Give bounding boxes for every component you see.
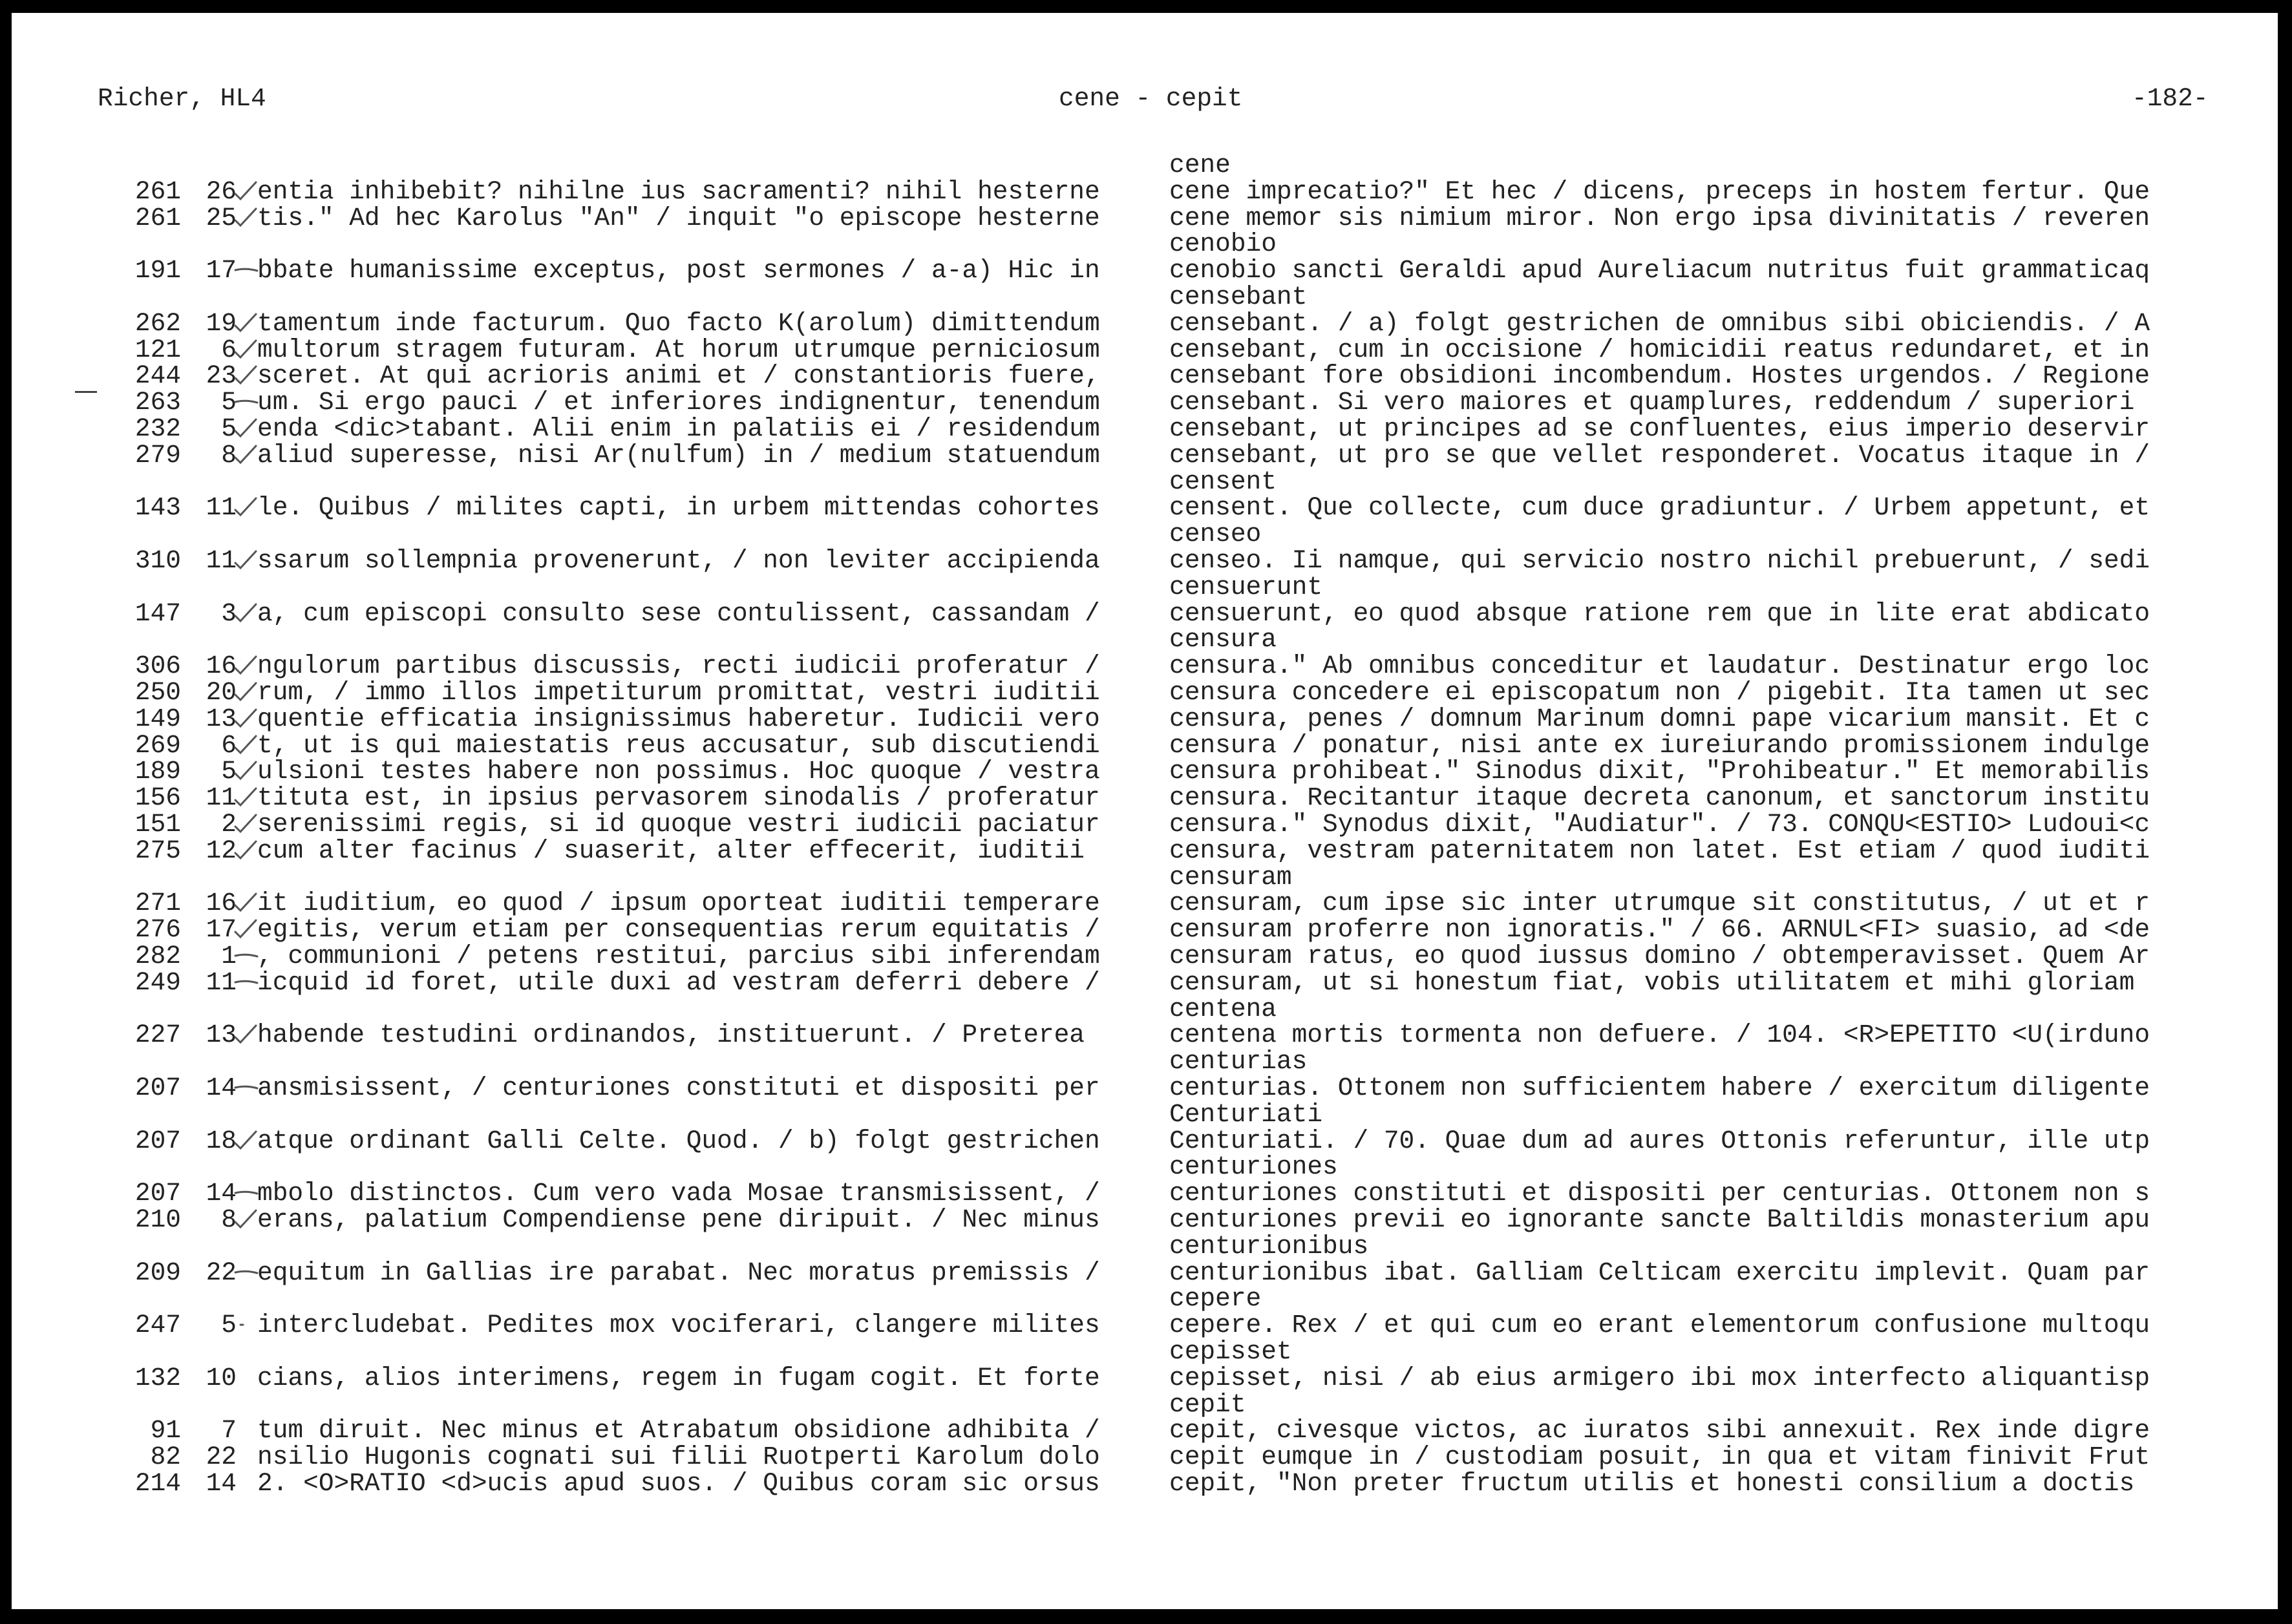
keyword-context: censura concedere ei episcopatum non / pigebit. Ita tamen ut sec [1169, 678, 2150, 707]
line-number: 2 [221, 810, 237, 839]
keyword-heading: cene [1169, 151, 1231, 180]
concordance-entry [12, 943, 2278, 970]
left-context: tituta est, in ipsius pervasorem sinodalis / proferatur [257, 783, 1100, 813]
line-number: 22 [206, 1442, 237, 1472]
concordance-entry [12, 205, 2278, 232]
chapter-number: 227 [134, 1020, 181, 1050]
keyword-context: censebant. Si vero maiores et quamplures, reddendum / superiori [1169, 388, 2135, 417]
keyword-context: centena mortis tormenta non defuere. / 104. <R>EPETITO <U(irduno [1169, 1020, 2150, 1050]
keyword-heading: centena [1169, 994, 1277, 1024]
concordance-entry [12, 337, 2278, 364]
keyword-context: censuram proferre non ignoratis." / 66. ARNUL<FI> suasio, ad <de [1169, 915, 2150, 945]
line-number: 12 [206, 836, 237, 865]
keyword-context: centuriones previi eo ignorante sancte Baltildis monasterium apu [1169, 1205, 2150, 1234]
chapter-number: 232 [134, 414, 181, 443]
header-page-number: -182- [2132, 84, 2209, 113]
chapter-number: 151 [134, 810, 181, 839]
keyword-heading: cenobio [1169, 229, 1277, 259]
chapter-number: 156 [134, 783, 181, 813]
concordance-entry [12, 679, 2278, 706]
left-context: bbate humanissime exceptus, post sermones / a-a) Hic in [257, 256, 1100, 286]
chapter-number: 276 [134, 915, 181, 945]
concordance-entry [12, 1444, 2278, 1471]
concordance-entry [12, 1260, 2278, 1287]
keyword-context: censent. Que collecte, cum duce gradiuntur. / Urbem appetunt, et [1169, 493, 2150, 523]
chapter-number: 282 [134, 942, 181, 971]
keyword-heading-line [12, 231, 2278, 258]
keyword-heading-line [12, 1285, 2278, 1313]
left-context: um. Si ergo pauci / et inferiores indignentur, tenendum [257, 388, 1100, 417]
left-context: ssarum sollempnia provenerunt, / non leviter accipienda [257, 546, 1100, 575]
line-number: 14 [206, 1179, 237, 1208]
concordance-entry [12, 1128, 2278, 1155]
left-context: nsilio Hugonis cognati sui filii Ruotperti Karolum dolo [257, 1442, 1100, 1472]
left-context: rum, / immo illos impetiturum promittat, vestri iuditii [257, 678, 1100, 707]
concordance-list [12, 13, 2278, 1609]
keyword-heading: censeo [1169, 520, 1262, 549]
line-number: 11 [206, 493, 237, 523]
concordance-entry [12, 1312, 2278, 1339]
left-context: serenissimi regis, si id quoque vestri iudicii paciatur [257, 810, 1100, 839]
keyword-heading: cepere [1169, 1284, 1262, 1314]
chapter-number: 249 [134, 967, 181, 997]
left-context: icquid id foret, utile duxi ad vestram deferri debere / [257, 967, 1100, 997]
line-number: 5 [221, 757, 237, 786]
keyword-context: censuram ratus, eo quod iussus domino / obtemperavisset. Quem Ar [1169, 942, 2150, 971]
chapter-number: 263 [134, 388, 181, 417]
concordance-entry [12, 416, 2278, 443]
keyword-heading-line [12, 152, 2278, 179]
concordance-entry [12, 363, 2278, 390]
concordance-entry [12, 1022, 2278, 1049]
line-number: 7 [221, 1416, 237, 1446]
chapter-number: 82 [150, 1442, 181, 1472]
keyword-context: censebant, ut pro se que vellet responderet. Vocatus itaque in / [1169, 440, 2150, 470]
keyword-context: censura." Synodus dixit, "Audiatur". / 73. CONQU<ESTIO> Ludoui<c [1169, 810, 2150, 839]
chapter-number: 147 [134, 598, 181, 628]
chapter-number: 306 [134, 651, 181, 681]
keyword-context: censebant. / a) folgt gestrichen de omnibus sibi obiciendis. / A [1169, 308, 2150, 338]
chapter-number: 269 [134, 730, 181, 760]
keyword-context: Centuriati. / 70. Quae dum ad aures Ottonis referuntur, ille utp [1169, 1126, 2150, 1155]
line-number: 8 [221, 1205, 237, 1234]
chapter-number: 91 [150, 1416, 181, 1446]
left-context: , communioni / petens restitui, parcius sibi inferendam [257, 942, 1100, 971]
line-number: 19 [206, 308, 237, 338]
concordance-entry [12, 1365, 2278, 1392]
chapter-number: 275 [134, 836, 181, 865]
header-source: Richer, HL4 [98, 84, 266, 113]
keyword-context: centurionibus ibat. Galliam Celticam exercitu implevit. Quam par [1169, 1258, 2150, 1287]
line-number: 11 [206, 783, 237, 813]
concordance-entry [12, 1180, 2278, 1207]
line-number: 14 [206, 1073, 237, 1102]
concordance-entry [12, 1075, 2278, 1102]
keyword-heading-line [12, 1101, 2278, 1128]
keyword-context: censura." Ab omnibus conceditur et laudatur. Destinatur ergo loc [1169, 651, 2150, 681]
left-context: habende testudini ordinandos, instituerunt. / Preterea [257, 1020, 1085, 1050]
left-context: cum alter facinus / suaserit, alter effecerit, iuditii [257, 836, 1085, 865]
left-context: 2. <O>RATIO <d>ucis apud suos. / Quibus coram sic orsus [257, 1469, 1100, 1498]
keyword-heading-line [12, 1338, 2278, 1366]
left-context: quentie efficatia insignissimus haberetur. Iudicii vero [257, 704, 1100, 733]
keyword-heading-line [12, 284, 2278, 311]
keyword-heading: centurionibus [1169, 1231, 1369, 1261]
concordance-entry [12, 838, 2278, 865]
keyword-context: cepit, civesque victos, ac iuratos sibi annexuit. Rex inde digre [1169, 1416, 2150, 1446]
keyword-heading: centurias [1169, 1047, 1308, 1077]
chapter-number: 271 [134, 889, 181, 918]
keyword-context: cepere. Rex / et qui cum eo erant elementorum confusione multoqu [1169, 1311, 2150, 1340]
line-number: 26 [206, 176, 237, 206]
left-context: egitis, verum etiam per consequentias rerum equitatis / [257, 915, 1100, 945]
chapter-number: 207 [134, 1179, 181, 1208]
line-number: 3 [221, 598, 237, 628]
concordance-entry [12, 785, 2278, 812]
left-context: ngulorum partibus discussis, recti iudicii proferatur / [257, 651, 1100, 681]
keyword-heading-line [12, 1048, 2278, 1075]
chapter-number: 191 [134, 256, 181, 286]
left-context: aliud superesse, nisi Ar(nulfum) in / medium statuendum [257, 440, 1100, 470]
left-context: multorum stragem futuram. At horum utrumque perniciosum [257, 335, 1100, 364]
chapter-number: 121 [134, 335, 181, 364]
chapter-number: 261 [134, 176, 181, 206]
chapter-number: 214 [134, 1469, 181, 1498]
keyword-context: censebant, ut principes ad se confluentes, eius imperio deservir [1169, 414, 2150, 443]
line-number: 11 [206, 546, 237, 575]
keyword-context: censeo. Ii namque, qui servicio nostro nichil prebuerunt, / sedi [1169, 546, 2150, 575]
left-context: atque ordinant Galli Celte. Quod. / b) folgt gestrichen [257, 1126, 1100, 1155]
chapter-number: 189 [134, 757, 181, 786]
line-number: 23 [206, 361, 237, 391]
chapter-number: 247 [134, 1311, 181, 1340]
line-number: 16 [206, 889, 237, 918]
keyword-context: censebant fore obsidioni incombendum. Hostes urgendos. / Regione [1169, 361, 2150, 391]
keyword-heading-line [12, 1233, 2278, 1260]
keyword-context: censura prohibeat." Sinodus dixit, "Prohibeatur." Et memorabilis [1169, 757, 2150, 786]
header-range: cene - cepit [1059, 84, 1243, 113]
left-context: tis." Ad hec Karolus "An" / inquit "o episcope hesterne [257, 203, 1100, 233]
keyword-heading-line [12, 1154, 2278, 1181]
left-context: it iuditium, eo quod / ipsum oporteat iuditii temperare [257, 889, 1100, 918]
left-context: erans, palatium Compendiense pene diripuit. / Nec minus [257, 1205, 1100, 1234]
line-number: 25 [206, 203, 237, 233]
line-number: 5 [221, 1311, 237, 1340]
keyword-context: censebant, cum in occisione / homicidii reatus redundaret, et in [1169, 335, 2150, 364]
keyword-heading-line [12, 521, 2278, 548]
keyword-heading-line [12, 996, 2278, 1023]
line-number: 17 [206, 256, 237, 286]
concordance-entry [12, 1417, 2278, 1444]
left-context: ulsioni testes habere non possimus. Hoc quoque / vestra [257, 757, 1100, 786]
line-number: 14 [206, 1469, 237, 1498]
chapter-number: 244 [134, 361, 181, 391]
left-context: cians, alios interimens, regem in fugam cogit. Et forte [257, 1363, 1100, 1393]
keyword-context: censura, vestram paternitatem non latet. Est etiam / quod iuditi [1169, 836, 2150, 865]
left-context: t, ut is qui maiestatis reus accusatur, sub discutiendi [257, 730, 1100, 760]
line-number: 22 [206, 1258, 237, 1287]
keyword-context: censuram, cum ipse sic inter utrumque sit constitutus, / ut et r [1169, 889, 2150, 918]
concordance-entry [12, 178, 2278, 206]
keyword-heading-line [12, 574, 2278, 601]
chapter-number: 143 [134, 493, 181, 523]
line-number: 5 [221, 414, 237, 443]
concordance-entry [12, 1470, 2278, 1497]
left-context: intercludebat. Pedites mox vociferari, clangere milites [257, 1311, 1100, 1340]
left-context: entia inhibebit? nihilne ius sacramenti? nihil hesterne [257, 176, 1100, 206]
line-number: 11 [206, 967, 237, 997]
line-number: 18 [206, 1126, 237, 1155]
concordance-entry [12, 310, 2278, 337]
keyword-context: censuerunt, eo quod absque ratione rem que in lite erat abdicato [1169, 598, 2150, 628]
concordance-entry [12, 600, 2278, 627]
concordance-entry [12, 442, 2278, 469]
keyword-heading: cepisset [1169, 1337, 1292, 1366]
left-context: equitum in Gallias ire parabat. Nec moratus premissis / [257, 1258, 1100, 1287]
keyword-heading: centuriones [1169, 1152, 1338, 1182]
concordance-entry [12, 732, 2278, 759]
concordance-entry [12, 389, 2278, 416]
line-number: 16 [206, 651, 237, 681]
keyword-heading-line [12, 469, 2278, 496]
chapter-number: 250 [134, 678, 181, 707]
line-number: 20 [206, 678, 237, 707]
chapter-number: 310 [134, 546, 181, 575]
line-number: 8 [221, 440, 237, 470]
concordance-entry [12, 890, 2278, 917]
left-context: enda <dic>tabant. Alii enim in palatiis ei / residendum [257, 414, 1100, 443]
chapter-number: 149 [134, 704, 181, 733]
line-number: 5 [221, 388, 237, 417]
keyword-context: cenobio sancti Geraldi apud Aureliacum nutritus fuit grammaticaq [1169, 256, 2150, 286]
keyword-heading: censuerunt [1169, 572, 1323, 602]
line-number: 6 [221, 730, 237, 760]
left-context: tamentum inde facturum. Quo facto K(arolum) dimittendum [257, 308, 1100, 338]
left-context: ansmisissent, / centuriones constituti et dispositi per [257, 1073, 1100, 1102]
chapter-number: 209 [134, 1258, 181, 1287]
line-number: 17 [206, 915, 237, 945]
left-context: a, cum episcopi consulto sese contulissent, cassandam / [257, 598, 1100, 628]
keyword-context: censuram, ut si honestum fiat, vobis utilitatem et mihi gloriam [1169, 967, 2135, 997]
keyword-heading: cepit [1169, 1389, 1246, 1419]
concordance-entry [12, 706, 2278, 733]
keyword-heading: censuram [1169, 862, 1292, 892]
keyword-heading: censebant [1169, 282, 1308, 311]
chapter-number: 207 [134, 1073, 181, 1102]
left-context: tum diruit. Nec minus et Atrabatum obsidione adhibita / [257, 1416, 1100, 1446]
keyword-context: cepisset, nisi / ab eius armigero ibi mox interfecto aliquantisp [1169, 1363, 2150, 1393]
concordance-entry [12, 811, 2278, 838]
line-number: 1 [221, 942, 237, 971]
chapter-number: 262 [134, 308, 181, 338]
keyword-context: cene memor sis nimium miror. Non ergo ipsa divinitatis / reveren [1169, 203, 2150, 233]
line-number: 13 [206, 704, 237, 733]
left-context: le. Quibus / milites capti, in urbem mittendas cohortes [257, 493, 1100, 523]
keyword-heading-line [12, 1391, 2278, 1418]
concordance-entry [12, 547, 2278, 575]
line-number: 6 [221, 335, 237, 364]
concordance-entry [12, 494, 2278, 522]
concordance-entry [12, 653, 2278, 680]
concordance-entry [12, 916, 2278, 944]
keyword-context: centurias. Ottonem non sufficientem habere / exercitum diligente [1169, 1073, 2150, 1102]
keyword-context: cene imprecatio?" Et hec / dicens, preceps in hostem fertur. Que [1169, 176, 2150, 206]
chapter-number: 207 [134, 1126, 181, 1155]
chapter-number: 210 [134, 1205, 181, 1234]
chapter-number: 261 [134, 203, 181, 233]
chapter-number: 132 [134, 1363, 181, 1393]
line-number: 10 [206, 1363, 237, 1393]
concordance-entry [12, 758, 2278, 785]
keyword-heading-line [12, 864, 2278, 891]
keyword-context: censura, penes / domnum Marinum domni pape vicarium mansit. Et c [1169, 704, 2150, 733]
keyword-context: censura / ponatur, nisi ante ex iureiurando promissionem indulge [1169, 730, 2150, 760]
line-number: 13 [206, 1020, 237, 1050]
chapter-number: 279 [134, 440, 181, 470]
keyword-context: cepit eumque in / custodiam posuit, in qua et vitam finivit Frut [1169, 1442, 2150, 1472]
keyword-context: cepit, "Non preter fructum utilis et honesti consilium a doctis [1169, 1469, 2135, 1498]
left-context: mbolo distinctos. Cum vero vada Mosae transmisissent, / [257, 1179, 1100, 1208]
concordance-entry [12, 257, 2278, 284]
document-page [12, 13, 2278, 1609]
keyword-heading-line [12, 626, 2278, 653]
keyword-context: centuriones constituti et dispositi per centurias. Ottonem non s [1169, 1179, 2150, 1208]
keyword-heading: Centuriati [1169, 1099, 1323, 1129]
concordance-entry [12, 969, 2278, 997]
keyword-context: censura. Recitantur itaque decreta canonum, et sanctorum institu [1169, 783, 2150, 813]
left-context: sceret. At qui acrioris animi et / constantioris fuere, [257, 361, 1100, 391]
concordance-entry [12, 1207, 2278, 1234]
keyword-heading: censent [1169, 467, 1277, 496]
keyword-heading: censura [1169, 625, 1277, 655]
